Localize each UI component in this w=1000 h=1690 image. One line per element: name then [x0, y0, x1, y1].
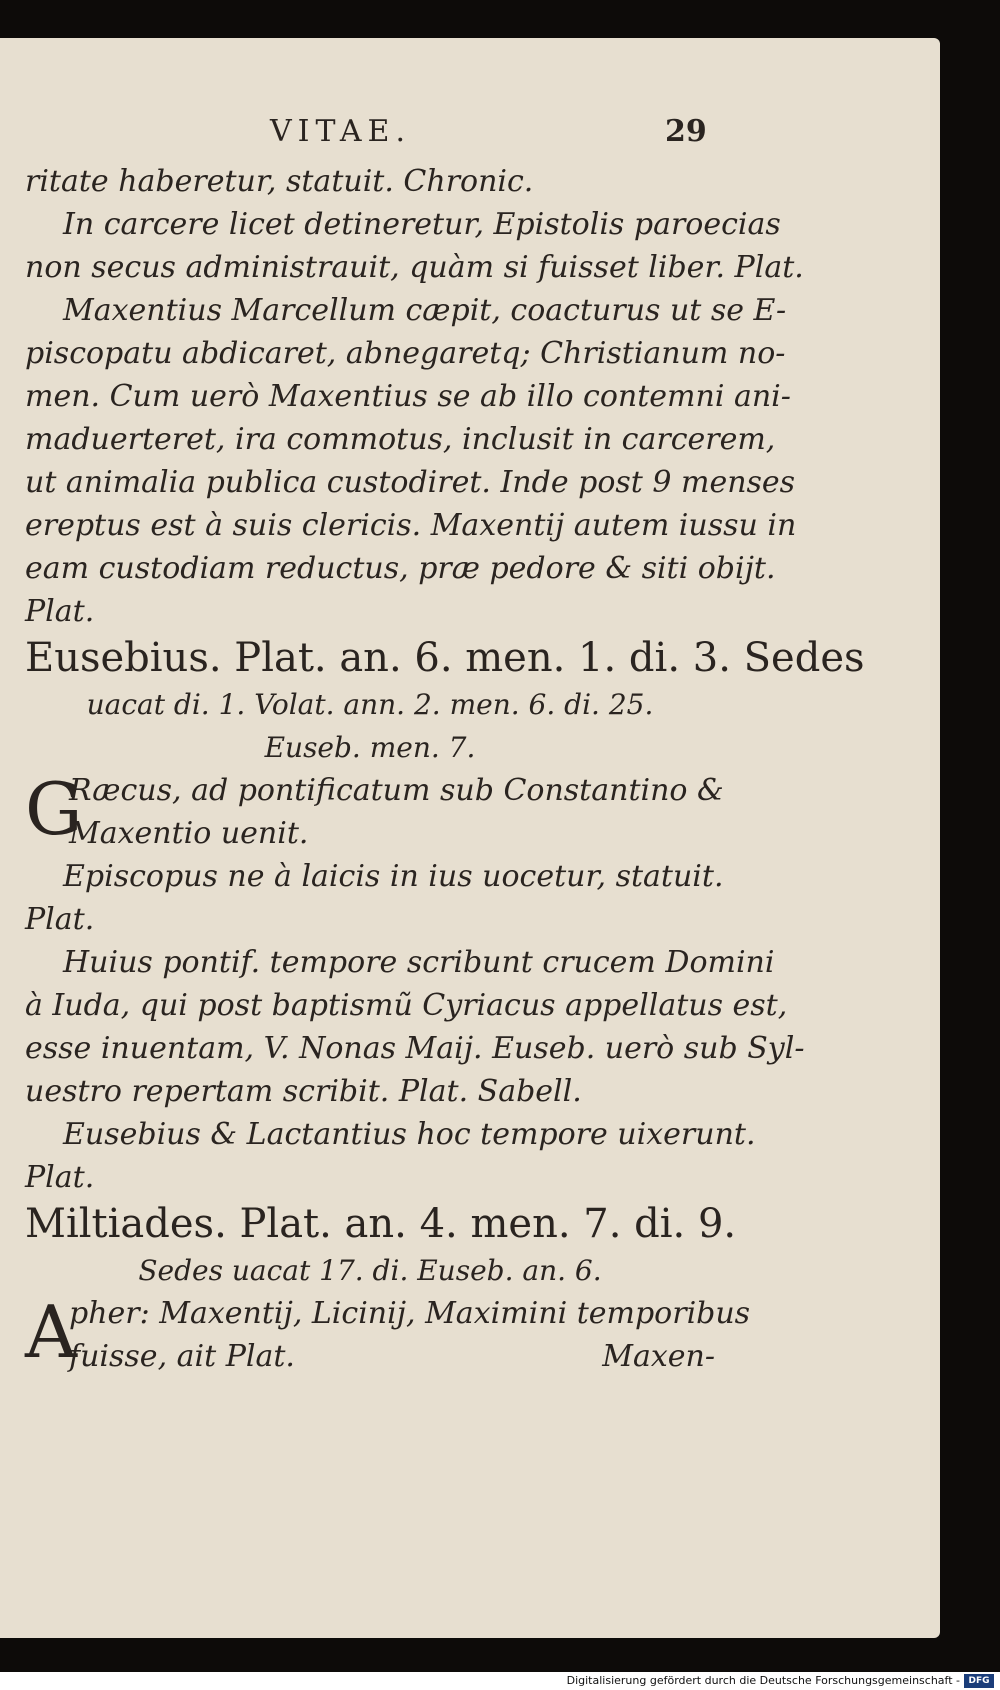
text-line: Plat. — [25, 902, 95, 937]
text-line: à Iuda, qui post baptismũ Cyriacus appellatus est, — [25, 988, 788, 1023]
text-line: eam custodiam reductus, præ pedore & siti obijt. — [25, 551, 776, 586]
text-line: piscopatu abdicaret, abnegaretq; Christianum no- — [25, 336, 786, 371]
text-line: ritate haberetur, statuit. Chronic. — [25, 164, 534, 199]
dropcap-paragraph — [25, 1290, 751, 1378]
text-line: pher: Maxentij, Licinij, Maximini temporibus — [69, 1296, 751, 1331]
section-heading-miltiades: Miltiades. Plat. an. 4. men. 7. di. 9. — [25, 1201, 737, 1247]
section-subheading: Euseb. men. 7. — [264, 731, 476, 764]
text-line: Ræcus, ad pontificatum sub Constantino & — [69, 773, 724, 808]
text-line: Maxentius Marcellum cæpit, coacturus ut se E- — [63, 293, 787, 328]
text-line: non secus administrauit, quàm si fuisset liber. Plat. — [25, 250, 804, 285]
text-line: In carcere licet detineretur, Epistolis paroecias — [63, 207, 781, 242]
text-line: maduerteret, ira commotus, inclusit in carcerem, — [25, 422, 776, 457]
text-line: ut animalia publica custodiret. Inde post 9 menses — [25, 465, 796, 500]
text-line: uestro repertam scribit. Plat. Sabell. — [25, 1074, 582, 1109]
page-number: 29 — [665, 114, 707, 149]
footer-credit: Digitalisierung gefördert durch die Deutsche Forschungsgemeinschaft - — [566, 1674, 960, 1687]
running-head-title: VITAE. — [270, 114, 411, 149]
running-head — [25, 110, 715, 160]
section-heading-eusebius: Eusebius. Plat. an. 6. men. 1. di. 3. Sedes — [25, 635, 865, 681]
text-line: Eusebius & Lactantius hoc tempore uixerunt. — [63, 1117, 756, 1152]
text-line: esse inuentam, V. Nonas Maij. Euseb. uerò sub Syl- — [25, 1031, 805, 1066]
text-line: Plat. — [25, 1160, 95, 1195]
text-line: Maxentio uenit. — [69, 816, 309, 851]
catchword: Maxen- — [602, 1339, 715, 1374]
text-line: fuisse, ait Plat. — [69, 1339, 295, 1374]
text-line: ereptus est à suis clericis. Maxentij autem iussu in — [25, 508, 797, 543]
page-text — [25, 110, 865, 1378]
section-subheading: Sedes uacat 17. di. Euseb. an. 6. — [138, 1254, 602, 1287]
text-line: Episcopus ne à laicis in ius uocetur, statuit. — [63, 859, 724, 894]
dropcap-paragraph — [25, 767, 724, 855]
text-line: Plat. — [25, 594, 95, 629]
drop-cap: G — [25, 767, 83, 851]
text-line: men. Cum uerò Maxentius se ab illo contemni ani- — [25, 379, 791, 414]
text-line-with-catchword — [69, 1335, 715, 1378]
drop-cap: A — [25, 1290, 77, 1374]
section-subheading: uacat di. 1. Volat. ann. 2. men. 6. di. 25. — [86, 688, 654, 721]
dfg-logo: DFG — [964, 1674, 994, 1688]
text-line: Huius pontif. tempore scribunt crucem Domini — [63, 945, 775, 980]
